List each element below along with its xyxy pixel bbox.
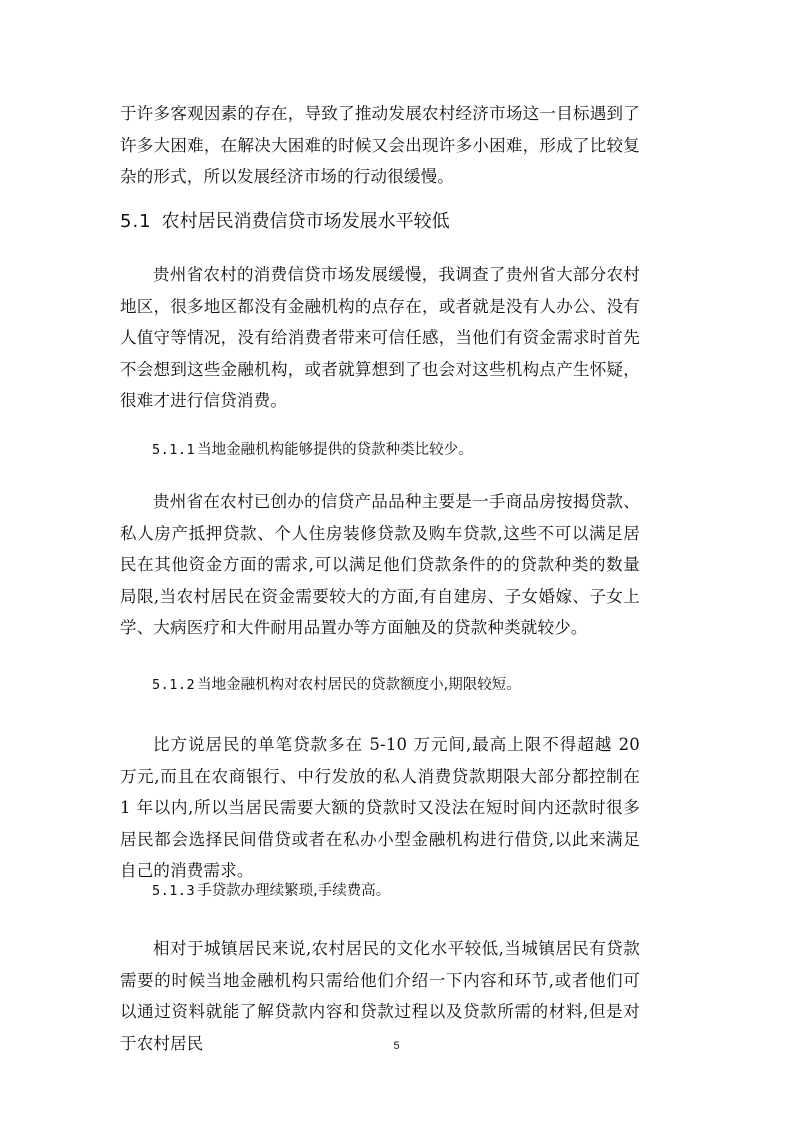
section-5-1-number: 5.1 xyxy=(120,211,152,232)
section-5-1-3-paragraph: 相对于城镇居民来说,农村居民的文化水平较低,当城镇居民有贷款需要的时候当地金融机构只需给他们介绍一下内容和环节,或者他们可以通过资料就能了解贷款内容和贷款过程以及贷款所需的材料,但是对于农村居民 xyxy=(120,939,640,1053)
section-5-1-2-paragraph: 比方说居民的单笔贷款多在 5-10 万元间,最高上限不得超越 20 万元,而且在农商银行、中行发放的私人消费贷款期限大部分都控制在 1 年以内,所以当居民需要大额的贷款时又没法在短时间内还款时很多居民都会选择民间借贷或者在私办小型金融机构进行借贷,以此来满足自己的消费需求。 xyxy=(120,735,640,880)
section-5-1-1-number: 5.1.1 xyxy=(152,442,196,458)
section-5-1-1-title: 当地金融机构能够提供的贷款种类比较少。 xyxy=(197,442,473,458)
section-5-1-paragraph: 贵州省农村的消费信贷市场发展缓慢，我调查了贵州省大部分农村地区，很多地区都没有金融机构的点存在，或者就是没有人办公、没有人值守等情况，没有给消费者带来可信任感，当他们有资金需求时首先不会想到这些金融机构，或者就算想到了也会对这些机构点产生怀疑，很难才进行信贷消费。 xyxy=(120,265,640,410)
intro-paragraph: 于许多客观因素的存在，导致了推动发展农村经济市场这一目标遇到了许多大困难，在解决大困难的时候又会出现许多小困难，形成了比较复杂的形式，所以发展经济市场的行动很缓慢。 xyxy=(120,104,640,186)
section-5-1-1-paragraph: 贵州省在农村已创办的信贷产品品种主要是一手商品房按揭贷款、私人房产抵押贷款、个人住房装修贷款及购车贷款,这些不可以满足居民在其他资金方面的需求,可以满足他们贷款条件的的贷款种类的数量局限,当农村居民在资金需要较大的方面,有自建房、子女婚嫁、子女上学、大病医疗和大件耐用品置办等方面触及的贷款种类就较少。 xyxy=(120,492,640,637)
section-5-1-heading xyxy=(120,210,450,234)
section-5-1-3-heading xyxy=(152,880,390,902)
page-number: 5 xyxy=(393,1040,400,1052)
section-5-1-2-heading xyxy=(152,674,521,696)
section-5-1-3-title: 手贷款办理续繁琐,手续费高。 xyxy=(197,883,391,899)
section-5-1-2-title: 当地金融机构对农村居民的贷款额度小,期限较短。 xyxy=(197,677,521,693)
section-5-1-3-number: 5.1.3 xyxy=(152,883,196,899)
section-5-1-1-heading xyxy=(152,439,473,461)
section-5-1-title: 农村居民消费信贷市场发展水平较低 xyxy=(161,211,450,232)
section-5-1-2-number: 5.1.2 xyxy=(152,677,196,693)
